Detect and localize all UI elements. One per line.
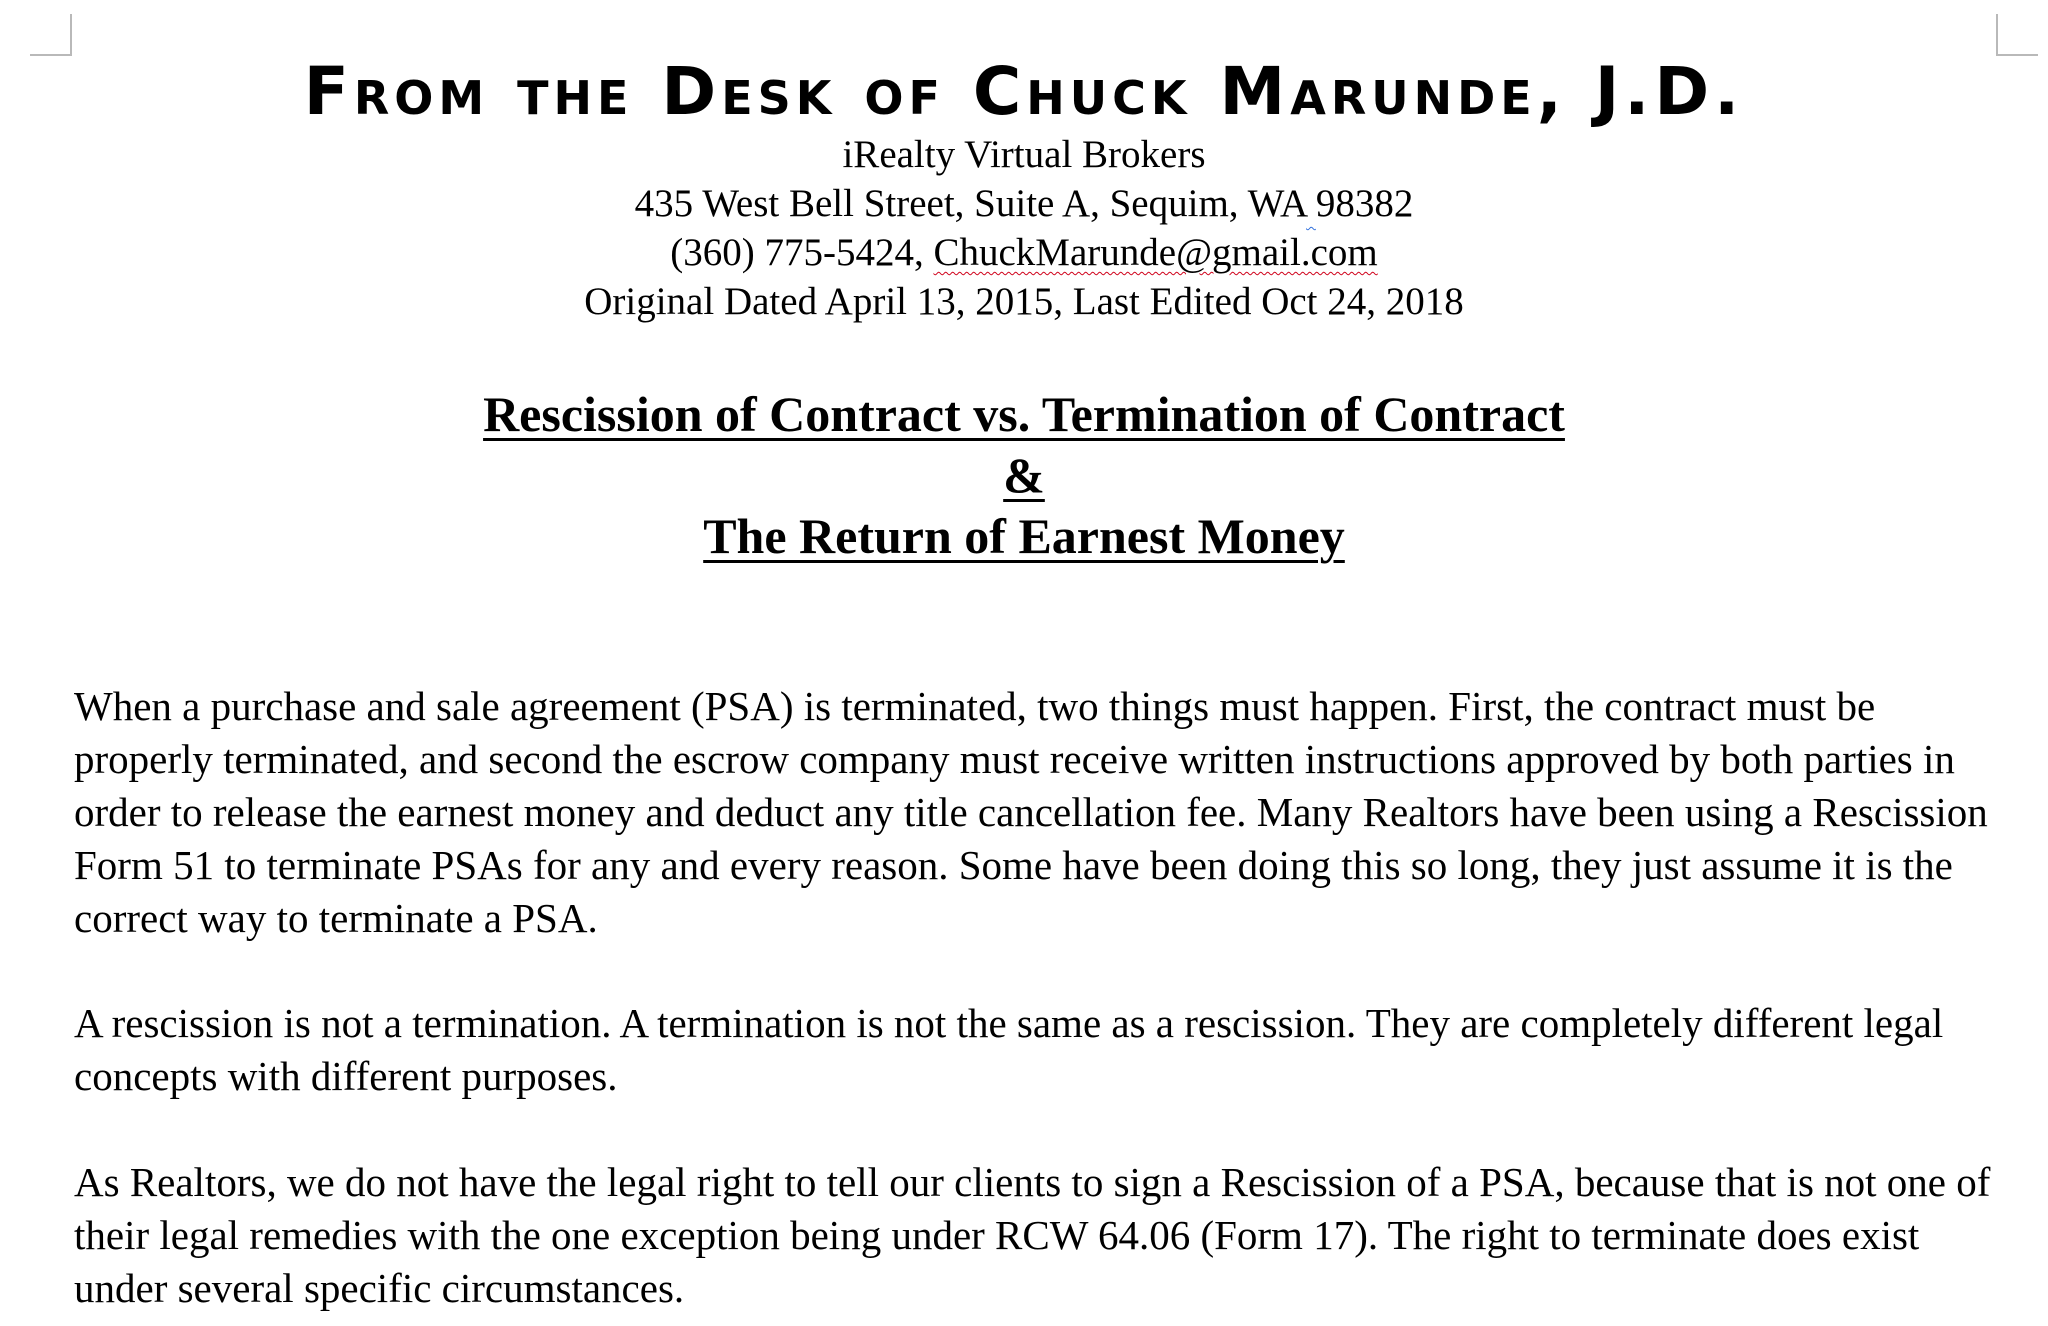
phone-number: (360) 775-5424, — [670, 231, 934, 274]
address-text: 435 West Bell Street, Suite A, Sequim, WA — [634, 182, 1307, 225]
document-dates: Original Dated April 13, 2015, Last Edited Oct 24, 2018 — [584, 280, 1464, 323]
margin-corner-mark-right — [1996, 14, 2038, 56]
heading-text-3: The Return of Earnest Money — [703, 508, 1345, 564]
body-paragraph-1: When a purchase and sale agreement (PSA) is terminated, two things must happen. First, the contract must be properly terminated, and second the escrow company must receive written instructions approved by both parties in order to release the earnest money and deduct any title cancellation fee. Many Realtors have been using a Rescission Form 51 to terminate PSAs for any and every reason. Some have been doing this so long, they just assume it is the correct way to terminate a PSA. — [74, 683, 1988, 941]
phone-email-line — [0, 228, 2048, 277]
heading-line-3 — [0, 506, 2048, 567]
heading-text-1: Rescission of Contract vs. Termination of Contract — [483, 386, 1565, 442]
company-name: iRealty Virtual Brokers — [842, 133, 1206, 176]
heading-line-2 — [0, 445, 2048, 506]
zip-code: 98382 — [1315, 182, 1414, 225]
letterhead-title: From the Desk of Chuck Marunde, J.D. — [303, 53, 1745, 130]
letterhead-contact-block — [0, 130, 2048, 326]
street-address — [0, 179, 2048, 228]
grammar-flagged-space[interactable] — [1306, 182, 1316, 225]
heading-text-2: & — [1003, 447, 1045, 503]
document-heading — [0, 384, 2048, 567]
body-paragraph-3: As Realtors, we do not have the legal right to tell our clients to sign a Rescission of a PSA, because that is not one of their legal remedies with the one exception being under RCW 64.06 (Form 17). The right to terminate does exist under several specific circumstances. — [74, 1159, 1991, 1311]
margin-corner-mark-left — [30, 14, 72, 56]
heading-line-1 — [0, 384, 2048, 445]
body-paragraph-2: A rescission is not a termination. A termination is not the same as a rescission. They are completely different legal concepts with different purposes. — [74, 1000, 1944, 1099]
email-address[interactable]: ChuckMarunde@gmail.com — [933, 231, 1378, 274]
